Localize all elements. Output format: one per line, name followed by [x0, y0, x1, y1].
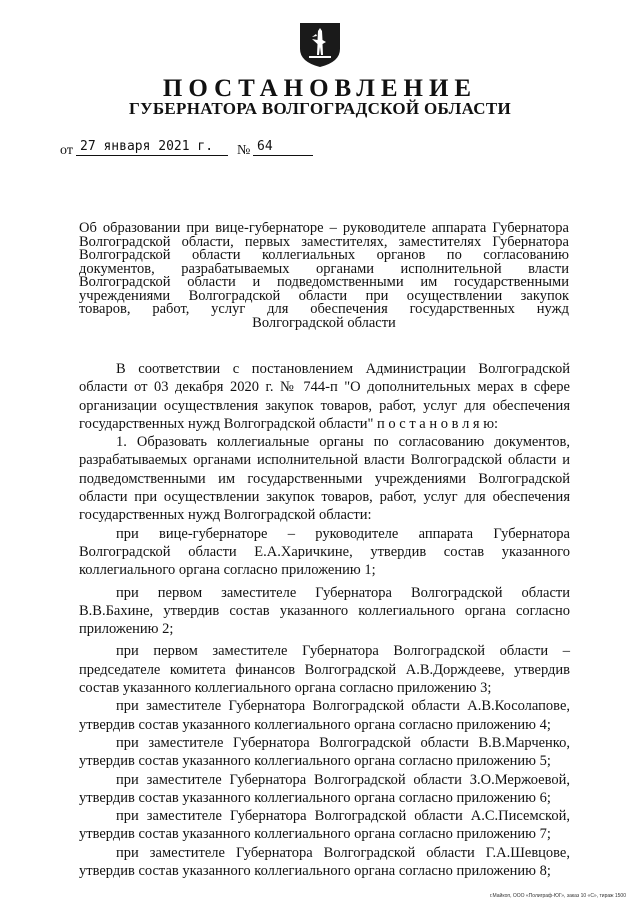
- body-paragraph: при первом заместителе Губернатора Волгоградской области – председателе комитета финансов Волгоградской А.В.Дорждееве, утвердив состав указанного коллегиального органа согласно приложению 3;: [79, 643, 570, 697]
- subject-line: Волгоградской области коллегиальных органов по согласованию: [79, 249, 569, 263]
- print-note: г.Майкоп, ООО «Полиграф-ЮГ», заказ 10 «С», тираж 1500: [489, 893, 626, 899]
- body-paragraph: при заместителе Губернатора Волгоградской области А.С.Писемской, утвердив состав указанного коллегиального органа согласно приложению 7;: [79, 808, 570, 843]
- document-body: [79, 360, 570, 880]
- body-paragraph: при заместителе Губернатора Волгоградской области В.В.Марченко, утвердив состав указанного коллегиального органа согласно приложению 5;: [79, 734, 570, 770]
- date-label: от: [60, 143, 73, 158]
- volgograd-coat-of-arms-icon: [299, 22, 341, 68]
- body-paragraph: 1. Образовать коллегиальные органы по согласованию документов, разрабатываемых органами исполнительной власти Волгоградской области и подведомственными им государственными учреждениями Волгоградской области при осуществлении закупок товаров, работ, услуг для обеспечения государственных нужд Волгоградской области:: [79, 434, 570, 524]
- subject-line: Волгоградской области: [252, 314, 396, 331]
- document-subject: [79, 222, 569, 330]
- number-label: №: [237, 143, 251, 158]
- body-paragraph: В соответствии с постановлением Администрации Волгоградской области от 03 декабря 2020 г. № 744-п "О дополнительных мерах в сфере организации осуществления закупок товаров, работ, услуг для обеспечения государственных нужд Волгоградской области" п о с т а н о в л я ю:: [79, 361, 570, 432]
- subject-line: документов, разрабатываемых органами исполнительной власти: [79, 262, 569, 276]
- document-issuer: ГУБЕРНАТОРА ВОЛГОГРАДСКОЙ ОБЛАСТИ: [128, 99, 512, 118]
- subject-line: Об образовании при вице-губернаторе – руководителе аппарата Губернатора: [79, 222, 569, 236]
- body-paragraph: при первом заместителе Губернатора Волгоградской области В.В.Бахине, утвердив состав указанного коллегиального органа согласно приложению 2;: [79, 584, 570, 638]
- subject-line: Волгоградской области, первых заместителях, заместителях Губернатора: [79, 235, 569, 249]
- subject-line: учреждениями Волгоградской области при осуществлении закупок: [79, 289, 569, 303]
- body-paragraph: при заместителе Губернатора Волгоградской области А.В.Косолапове, утвердив состав указанного коллегиального органа согласно приложению 4;: [79, 698, 570, 733]
- body-paragraph: при вице-губернаторе – руководителе аппарата Губернатора Волгоградской области Е.А.Харичкине, утвердив состав указанного коллегиального органа согласно приложению 1;: [79, 525, 570, 579]
- body-paragraph: при заместителе Губернатора Волгоградской области Г.А.Шевцове, утвердив состав указанного коллегиального органа согласно приложению 8;: [79, 844, 570, 880]
- subject-line: товаров, работ, услуг для обеспечения государственных нужд: [79, 303, 569, 317]
- subject-line: Волгоградской области и подведомственными им государственными: [79, 276, 569, 290]
- date-value: 27 января 2021 г.: [80, 139, 214, 154]
- document-title: ПОСТАНОВЛЕНИЕ: [162, 75, 478, 102]
- number-value: 64: [257, 139, 273, 154]
- body-paragraph: при заместителе Губернатора Волгоградской области З.О.Мержоевой, утвердив состав указанного коллегиального органа согласно приложению 6;: [79, 771, 570, 806]
